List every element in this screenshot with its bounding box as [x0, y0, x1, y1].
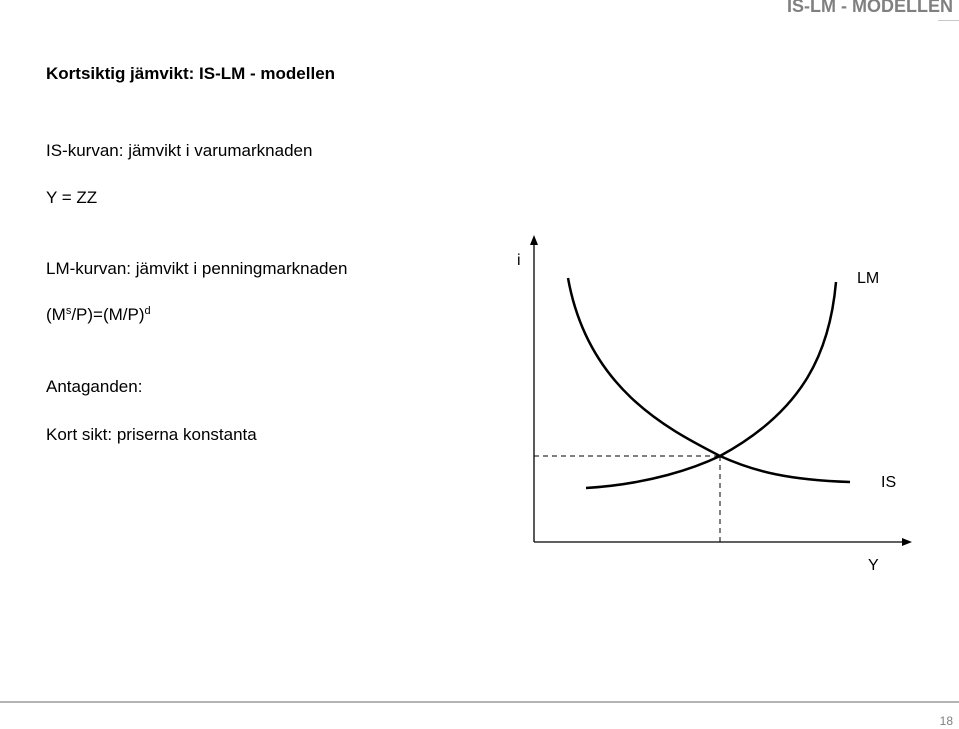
- page-number: 18: [939, 714, 953, 728]
- y-axis-arrow-icon: [530, 235, 538, 245]
- lm-equation: [46, 305, 151, 325]
- x-axis-label: Y: [868, 557, 879, 574]
- lm-curve: [586, 282, 836, 488]
- is-curve-label: IS: [881, 474, 897, 491]
- lm-equation-sup-d: d: [144, 305, 151, 317]
- footer-rule: [0, 701, 959, 703]
- assumptions-text: Kort sikt: priserna konstanta: [46, 425, 257, 444]
- y-axis-label: i: [517, 252, 521, 269]
- header-rule: [938, 20, 959, 21]
- lm-equation-sup-s: s: [65, 305, 72, 317]
- header-title: IS-LM - MODELLEN: [787, 0, 953, 16]
- x-axis-arrow-icon: [902, 538, 912, 546]
- lm-equation-mid: /P)=(M/P): [71, 305, 145, 324]
- lm-curve-label: LM: [857, 270, 880, 287]
- assumptions-heading: Antaganden:: [46, 377, 143, 396]
- is-equation: Y = ZZ: [46, 188, 98, 207]
- is-curve-heading: IS-kurvan: jämvikt i varumarknaden: [46, 141, 313, 160]
- lm-equation-open: (M: [46, 305, 66, 324]
- is-lm-diagram: [500, 230, 920, 580]
- lm-curve-heading: LM-kurvan: jämvikt i penningmarknaden: [46, 259, 348, 278]
- is-curve: [568, 278, 850, 482]
- slide-title: Kortsiktig jämvikt: IS-LM - modellen: [46, 64, 336, 83]
